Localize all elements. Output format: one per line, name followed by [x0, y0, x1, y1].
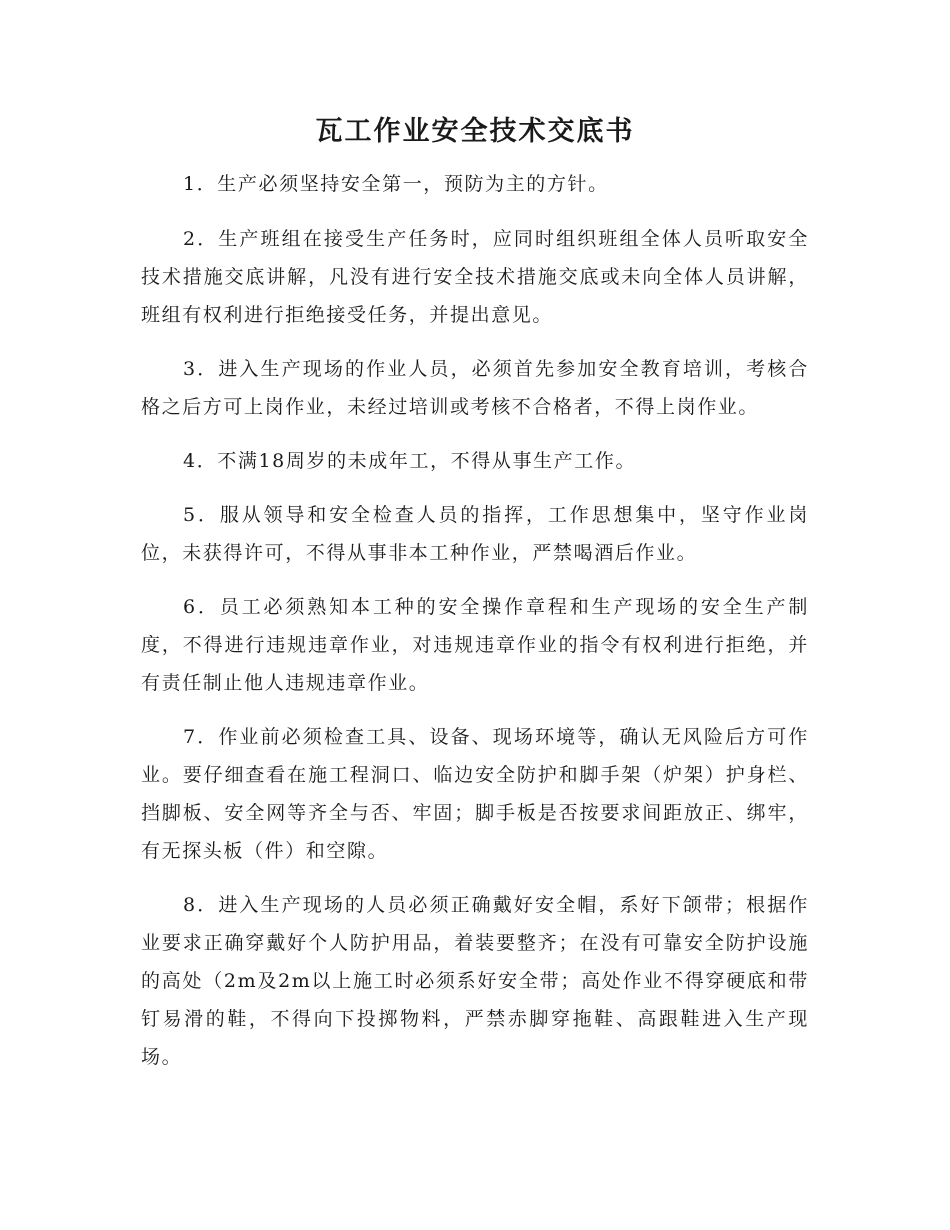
paragraph-4: 4．不满18周岁的未成年工，不得从事生产工作。: [183, 450, 637, 472]
paragraph-8: 8．进入生产现场的人员必须正确戴好安全帽，系好下颌带；根据作业要求正确穿戴好个人防护用品，着装要整齐；在没有可靠安全防护设施的高处（2m及2m以上施工时必须系好安全带；高处作业不得穿硬底和带钉易滑的鞋，不得向下投掷物料，严禁赤脚穿拖鞋、高跟鞋进入生产现场。: [141, 894, 809, 1068]
paragraph-2: 2．生产班组在接受生产任务时，应同时组织班组全体人员听取安全技术措施交底讲解，凡没有进行安全技术措施交底或未向全体人员讲解，班组有权利进行拒绝接受任务，并提出意见。: [141, 228, 809, 326]
document-title: 瓦工作业安全技术交底书: [315, 116, 635, 147]
paragraph-6: 6．员工必须熟知本工种的安全操作章程和生产现场的安全生产制度，不得进行违规违章作业，对违规违章作业的指令有权利进行拒绝，并有责任制止他人违规违章作业。: [141, 596, 809, 694]
paragraph-1: 1．生产必须坚持安全第一，预防为主的方针。: [183, 173, 609, 195]
document-body: [141, 165, 809, 1092]
paragraph-5: 5．服从领导和安全检查人员的指挥，工作思想集中，坚守作业岗位，未获得许可，不得从事非本工种作业，严禁喝酒后作业。: [141, 504, 809, 564]
paragraph-3: 3．进入生产现场的作业人员，必须首先参加安全教育培训，考核合格之后方可上岗作业，未经过培训或考核不合格者，不得上岗作业。: [141, 358, 809, 418]
paragraph-7: 7．作业前必须检查工具、设备、现场环境等，确认无风险后方可作业。要仔细查看在施工程洞口、临边安全防护和脚手架（炉架）护身栏、挡脚板、安全网等齐全与否、牢固；脚手板是否按要求间距放正、绑牢，有无探头板（件）和空隙。: [141, 726, 809, 862]
